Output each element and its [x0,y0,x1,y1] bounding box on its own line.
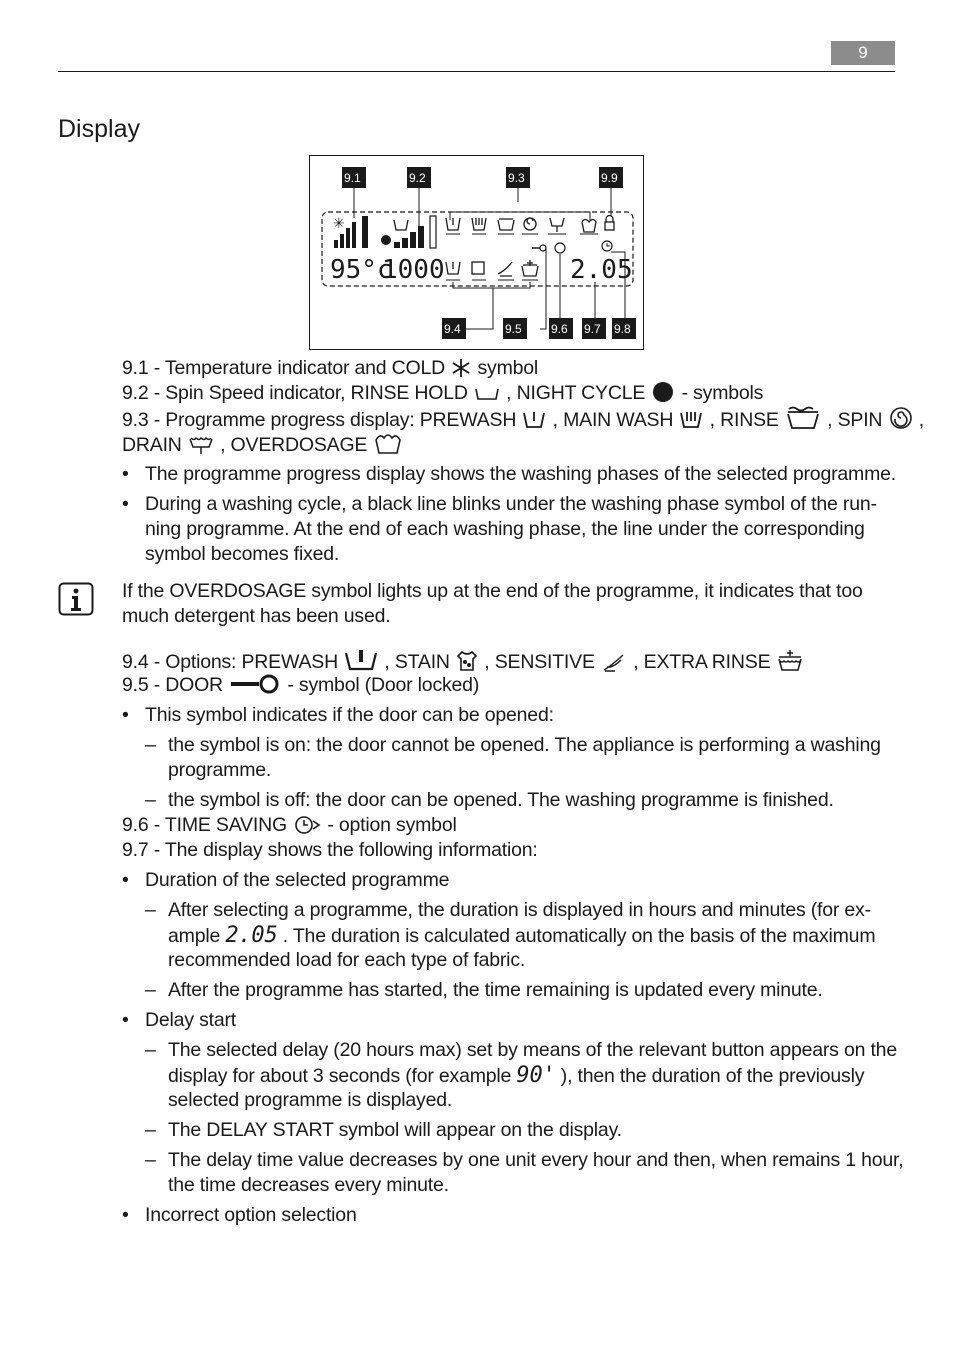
svg-text:9.2: 9.2 [409,171,426,185]
bullet: • [122,1204,129,1226]
bullet-text-1: The programme progress display shows the washing phases of the selected programme. [145,463,896,485]
label-9-3 [506,167,530,188]
bullet-text-2b: ning programme. At the end of each washing phase, the line under the corresponding [145,518,865,540]
svg-text:9.9: 9.9 [601,171,618,185]
dash: – [145,899,156,921]
item-9-7: 9.7 - The display shows the following information: [122,839,538,861]
label-9-5 [503,318,527,339]
page-number: 9 [831,41,895,65]
dash-text-1b: programme. [168,759,272,781]
bullet: • [122,463,129,485]
bullet-text-3: This symbol indicates if the door can be opened: [145,704,554,726]
svg-text:9.7: 9.7 [584,322,601,336]
cold-icon [451,358,471,378]
item-9-3: 9.3 - Programme progress display: PREWASH , MAIN WASH , RINSE , SPIN , [122,406,924,433]
label-9-1 [342,167,366,188]
lcd-example-delay: 90' [516,1063,556,1088]
dash: – [145,979,156,1001]
dash-text-6: The DELAY START symbol will appear on the display. [168,1119,622,1141]
label-9-9 [599,167,623,188]
dash: – [145,734,156,756]
dash-text-5c: selected programme is displayed. [168,1089,453,1111]
dash: – [145,1039,156,1061]
bullet: • [122,869,129,891]
dash-text-5b: display for about 3 seconds (for example 90' ), then the duration of the previously [168,1063,865,1088]
rinse-icon [785,406,821,430]
svg-text:✳: ✳ [333,215,345,231]
dash: – [145,1149,156,1171]
dash-text-7b: the time decreases every minute. [168,1174,449,1196]
prewash-option-icon [344,648,378,672]
prewash-icon [522,408,546,430]
dash-text-7a: The delay time value decreases by one unit every hour and then, when remains 1 hour, [168,1149,904,1171]
dash-text-3b: ample 2.05 . The duration is calculated automatically on the basis of the maximum [168,923,876,948]
label-9-7 [582,318,606,339]
bullet-text-2c: symbol becomes fixed. [145,543,340,565]
item-9-2: 9.2 - Spin Speed indicator, RINSE HOLD , NIGHT CYCLE - symbols [122,382,764,404]
info-icon [58,582,94,616]
dash-text-4: After the programme has started, the time remaining is updated every minute. [168,979,823,1001]
svg-text:9.1: 9.1 [344,171,361,185]
spin-icon [889,406,913,430]
bullet-text-5: Delay start [145,1009,236,1031]
label-9-4 [442,318,466,339]
night-cycle-icon [651,381,675,403]
dash: – [145,789,156,811]
item-9-1: 9.1 - Temperature indicator and COLD symbol [122,357,539,379]
item-9-6: 9.6 - TIME SAVING - option symbol [122,814,457,836]
dash-text-3c: recommended load for each type of fabric. [168,949,526,971]
dash-text-3a: After selecting a programme, the duration is displayed in hours and minutes (for ex- [168,899,871,921]
dash: – [145,1119,156,1141]
drain-icon [188,435,214,455]
svg-text:9.4: 9.4 [444,322,461,336]
time-saving-icon [293,815,321,835]
info-text-2: much detergent has been used. [122,605,391,627]
stain-icon [456,650,478,672]
section-title: Display [58,115,140,143]
lcd-time: 2.05 [570,255,633,285]
label-9-8 [612,318,636,339]
item-9-3-line2: DRAIN , OVERDOSAGE [122,431,404,458]
bullet: • [122,1009,129,1031]
svg-text:9.5: 9.5 [505,322,522,336]
overdosage-icon [373,431,403,455]
door-lock-icon [229,673,281,695]
item-9-5: 9.5 - DOOR - symbol (Door locked) [122,674,480,696]
lcd-spin: 1000 [382,255,445,285]
main-wash-icon [679,408,703,430]
bullet: • [122,493,129,515]
dash-text-5a: The selected delay (20 hours max) set by means of the relevant button appears on the [168,1039,897,1061]
lcd-example-duration: 2.05 [225,923,278,948]
info-text-1: If the OVERDOSAGE symbol lights up at the end of the programme, it indicates that too [122,580,863,602]
sensitive-icon [601,652,627,672]
label-9-2 [407,167,431,188]
bullet-text-6: Incorrect option selection [145,1204,357,1226]
svg-text:9.8: 9.8 [614,322,631,336]
rinse-hold-icon [474,383,500,403]
bullet-text-4: Duration of the selected programme [145,869,450,891]
dash-text-1a: the symbol is on: the door cannot be opened. The appliance is performing a washing [168,734,881,756]
dash-text-2: the symbol is off: the door can be opened. The washing programme is finished. [168,789,834,811]
svg-text:9.3: 9.3 [508,171,525,185]
lcd-temperature: 95°c [330,255,393,285]
bullet-text-2a: During a washing cycle, a black line blinks under the washing phase symbol of the run- [145,493,877,515]
item-9-4: 9.4 - Options: PREWASH , STAIN , SENSITIVE , EXTRA RINSE [122,648,804,675]
label-9-6 [549,318,573,339]
bullet: • [122,704,129,726]
extra-rinse-icon [777,648,803,672]
svg-text:9.6: 9.6 [551,322,568,336]
display-diagram [309,155,644,350]
header-rule [58,71,895,72]
lcd-illustration [310,156,643,349]
